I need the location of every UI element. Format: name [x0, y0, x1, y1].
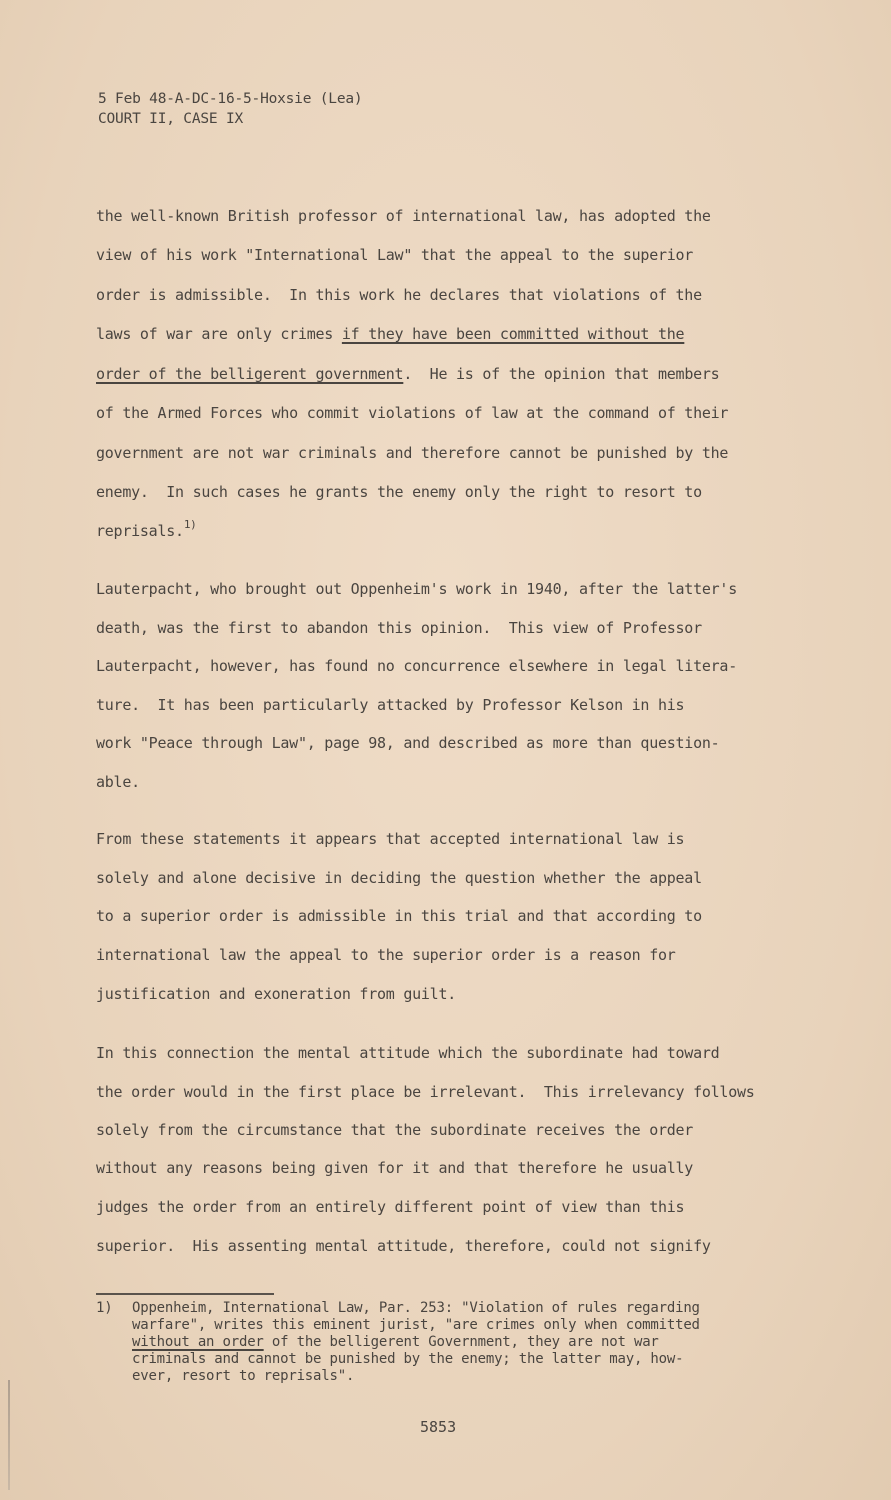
p1-line-6: of the Armed Forces who commit violations of law at the command of their	[96, 404, 729, 422]
p3-line-2: solely and alone decisive in deciding the question whether the appeal	[96, 869, 702, 887]
p1-line-1: the well-known British professor of international law, has adopted the	[96, 207, 711, 225]
p2-line-6: able.	[96, 773, 140, 791]
footnote-underlined-phrase: without an order	[132, 1334, 264, 1350]
p1-line-9	[96, 518, 197, 540]
p4-line-4: without any reasons being given for it and that therefore he usually	[96, 1159, 694, 1177]
p1-underlined-phrase-1: if they have been committed without the	[341, 325, 685, 343]
p2-line-5: work "Peace through Law", page 98, and described as more than question-	[96, 734, 720, 752]
footnote	[96, 1300, 700, 1384]
p4-line-5: judges the order from an entirely different point of view than this	[96, 1198, 685, 1216]
margin-mark	[8, 1380, 10, 1490]
p3-line-5: justification and exoneration from guilt.	[96, 985, 457, 1003]
footnote-reference: 1)	[183, 518, 197, 531]
p1-line-4-text: laws of war are only crimes	[96, 325, 342, 343]
p1-underlined-phrase-2: order of the belligerent government	[96, 365, 404, 383]
p1-line-2: view of his work "International Law" that the appeal to the superior	[96, 246, 694, 264]
p1-line-7: government are not war criminals and therefore cannot be punished by the	[96, 444, 729, 462]
p2-line-1: Lauterpacht, who brought out Oppenheim's work in 1940, after the latter's	[96, 580, 737, 598]
p1-line-9-text: reprisals.	[96, 522, 184, 540]
p1-line-3: order is admissible. In this work he declares that violations of the	[96, 286, 702, 304]
footnote-text	[132, 1300, 700, 1385]
footnote-line-5: ever, resort to reprisals".	[132, 1368, 355, 1384]
p2-line-4: ture. It has been particularly attacked by Professor Kelson in his	[96, 696, 685, 714]
p4-line-1: In this connection the mental attitude which the subordinate had toward	[96, 1044, 720, 1062]
p1-line-5-rest: . He is of the opinion that members	[403, 365, 720, 383]
p3-line-1: From these statements it appears that accepted international law is	[96, 830, 685, 848]
footnote-divider	[96, 1293, 274, 1295]
footnote-line-2: warfare", writes this eminent jurist, "are crimes only when committed	[132, 1317, 700, 1333]
header-court-case: COURT II, CASE IX	[98, 111, 244, 127]
p2-line-3: Lauterpacht, however, has found no concurrence elsewhere in legal litera-	[96, 657, 737, 675]
header-reference: 5 Feb 48-A-DC-16-5-Hoxsie (Lea)	[98, 91, 363, 107]
p3-line-3: to a superior order is admissible in this trial and that according to	[96, 907, 702, 925]
p4-line-3: solely from the circumstance that the subordinate receives the order	[96, 1121, 694, 1139]
footnote-line-1: Oppenheim, International Law, Par. 253: "Violation of rules regarding	[132, 1300, 700, 1316]
document-header	[98, 89, 362, 129]
p1-line-8: enemy. In such cases he grants the enemy only the right to resort to	[96, 483, 702, 501]
p2-line-2: death, was the first to abandon this opinion. This view of Professor	[96, 619, 702, 637]
p1-line-5	[96, 365, 719, 383]
p3-line-4: international law the appeal to the superior order is a reason for	[96, 946, 676, 964]
footnote-line-3-rest: of the belligerent Government, they are not war	[263, 1334, 659, 1350]
page-number: 5853	[420, 1418, 457, 1436]
footnote-line-3	[132, 1334, 700, 1351]
p4-line-6: superior. His assenting mental attitude, therefore, could not signify	[96, 1237, 711, 1255]
footnote-number: 1)	[96, 1300, 113, 1316]
footnote-line-4: criminals and cannot be punished by the enemy; the latter may, how-	[132, 1351, 684, 1367]
p1-line-4	[96, 325, 684, 343]
p4-line-2: the order would in the first place be irrelevant. This irrelevancy follows	[96, 1083, 755, 1101]
